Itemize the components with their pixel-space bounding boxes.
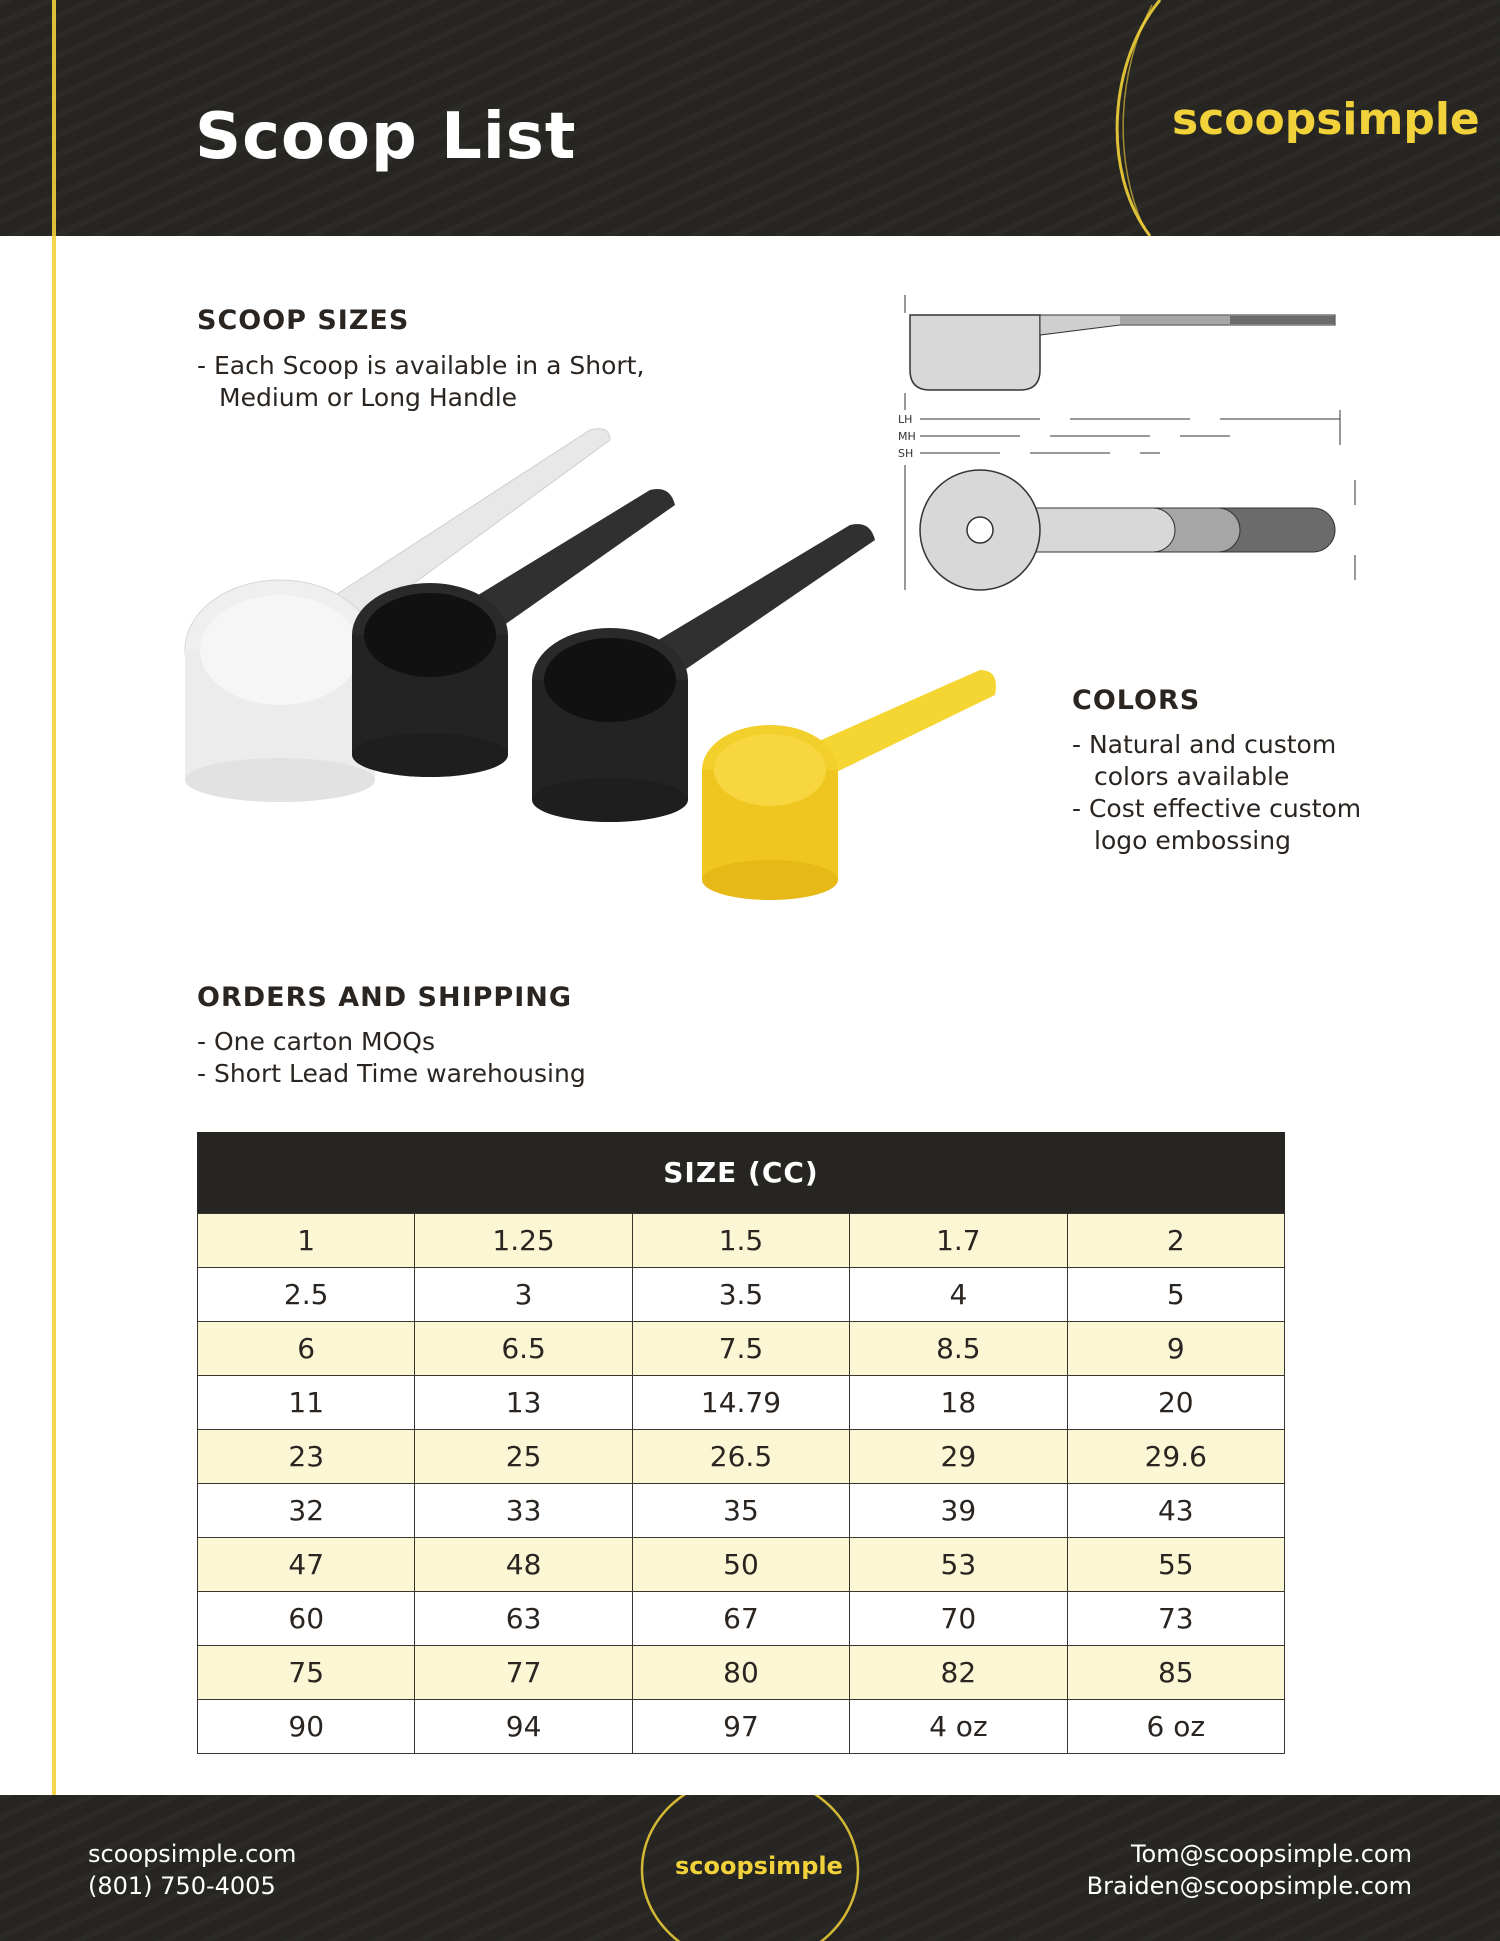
table-cell: 3.5	[632, 1268, 849, 1322]
footer-contact-left	[88, 1838, 296, 1902]
scoop-dimension-diagram	[890, 285, 1390, 605]
table-row	[198, 1700, 1285, 1754]
table-cell: 2	[1067, 1214, 1284, 1268]
brand-logo-text: scoopsimple	[1172, 94, 1480, 145]
footer-website[interactable]: scoopsimple.com	[88, 1840, 297, 1868]
list-item: - Cost effective custom logo embossing	[1072, 793, 1412, 857]
footer-phone[interactable]: (801) 750-4005	[88, 1872, 276, 1900]
table-cell: 85	[1067, 1646, 1284, 1700]
table-cell: 23	[198, 1430, 415, 1484]
yellow-scoop	[702, 670, 996, 900]
table-cell: 33	[415, 1484, 632, 1538]
table-cell: 5	[1067, 1268, 1284, 1322]
table-cell: 32	[198, 1484, 415, 1538]
table-cell: 53	[850, 1538, 1067, 1592]
table-row	[198, 1646, 1285, 1700]
table-cell: 4 oz	[850, 1700, 1067, 1754]
table-cell: 14.79	[632, 1376, 849, 1430]
page-title: Scoop List	[195, 100, 577, 174]
table-cell: 60	[198, 1592, 415, 1646]
table-row	[198, 1376, 1285, 1430]
table-cell: 55	[1067, 1538, 1284, 1592]
footer-email-braiden[interactable]: Braiden@scoopsimple.com	[1086, 1872, 1412, 1900]
table-cell: 29	[850, 1430, 1067, 1484]
table-row	[198, 1538, 1285, 1592]
table-cell: 47	[198, 1538, 415, 1592]
table-cell: 9	[1067, 1322, 1284, 1376]
table-row	[198, 1214, 1285, 1268]
table-cell: 80	[632, 1646, 849, 1700]
table-cell: 6.5	[415, 1322, 632, 1376]
colors-list	[1072, 729, 1412, 857]
table-row	[198, 1592, 1285, 1646]
table-cell: 75	[198, 1646, 415, 1700]
footer-contact-right	[1087, 1838, 1412, 1902]
table-cell: 1.5	[632, 1214, 849, 1268]
table-cell: 1.25	[415, 1214, 632, 1268]
table-cell: 25	[415, 1430, 632, 1484]
list-item: - One carton MOQs	[197, 1026, 757, 1058]
dimension-label-sh: SH	[898, 447, 914, 460]
size-grid	[197, 1213, 1285, 1754]
table-cell: 50	[632, 1538, 849, 1592]
footer-brand-logo: scoopsimple	[675, 1852, 843, 1880]
table-cell: 35	[632, 1484, 849, 1538]
table-cell: 39	[850, 1484, 1067, 1538]
table-row	[198, 1268, 1285, 1322]
table-header: SIZE (CC)	[197, 1132, 1285, 1213]
table-cell: 82	[850, 1646, 1067, 1700]
table-cell: 67	[632, 1592, 849, 1646]
list-item: - Natural and custom colors available	[1072, 729, 1412, 793]
table-cell: 90	[198, 1700, 415, 1754]
table-cell: 73	[1067, 1592, 1284, 1646]
table-cell: 4	[850, 1268, 1067, 1322]
table-cell: 77	[415, 1646, 632, 1700]
list-item: - Each Scoop is available in a Short, Medium or Long Handle	[197, 350, 697, 414]
table-row	[198, 1430, 1285, 1484]
table-cell: 8.5	[850, 1322, 1067, 1376]
table-cell: 2.5	[198, 1268, 415, 1322]
table-row	[198, 1322, 1285, 1376]
footer-email-tom[interactable]: Tom@scoopsimple.com	[1130, 1840, 1412, 1868]
table-cell: 20	[1067, 1376, 1284, 1430]
table-cell: 43	[1067, 1484, 1284, 1538]
table-cell: 7.5	[632, 1322, 849, 1376]
dimension-label-mh: MH	[898, 430, 916, 443]
table-cell: 70	[850, 1592, 1067, 1646]
scoop-sizes-list	[197, 350, 697, 414]
orders-list	[197, 1026, 757, 1090]
table-cell: 13	[415, 1376, 632, 1430]
orders-heading: ORDERS AND SHIPPING	[197, 982, 573, 1013]
table-cell: 1	[198, 1214, 415, 1268]
table-cell: 97	[632, 1700, 849, 1754]
table-cell: 11	[198, 1376, 415, 1430]
table-cell: 48	[415, 1538, 632, 1592]
table-cell: 1.7	[850, 1214, 1067, 1268]
table-cell: 6 oz	[1067, 1700, 1284, 1754]
table-row	[198, 1484, 1285, 1538]
side-accent-line	[52, 0, 56, 1941]
table-cell: 6	[198, 1322, 415, 1376]
table-cell: 63	[415, 1592, 632, 1646]
scoop-sizes-heading: SCOOP SIZES	[197, 305, 410, 336]
table-cell: 29.6	[1067, 1430, 1284, 1484]
table-cell: 94	[415, 1700, 632, 1754]
colors-heading: COLORS	[1072, 685, 1201, 716]
table-cell: 26.5	[632, 1430, 849, 1484]
size-table	[197, 1132, 1285, 1754]
table-cell: 3	[415, 1268, 632, 1322]
table-cell: 18	[850, 1376, 1067, 1430]
dimension-label-lh: LH	[898, 413, 913, 426]
list-item: - Short Lead Time warehousing	[197, 1058, 757, 1090]
